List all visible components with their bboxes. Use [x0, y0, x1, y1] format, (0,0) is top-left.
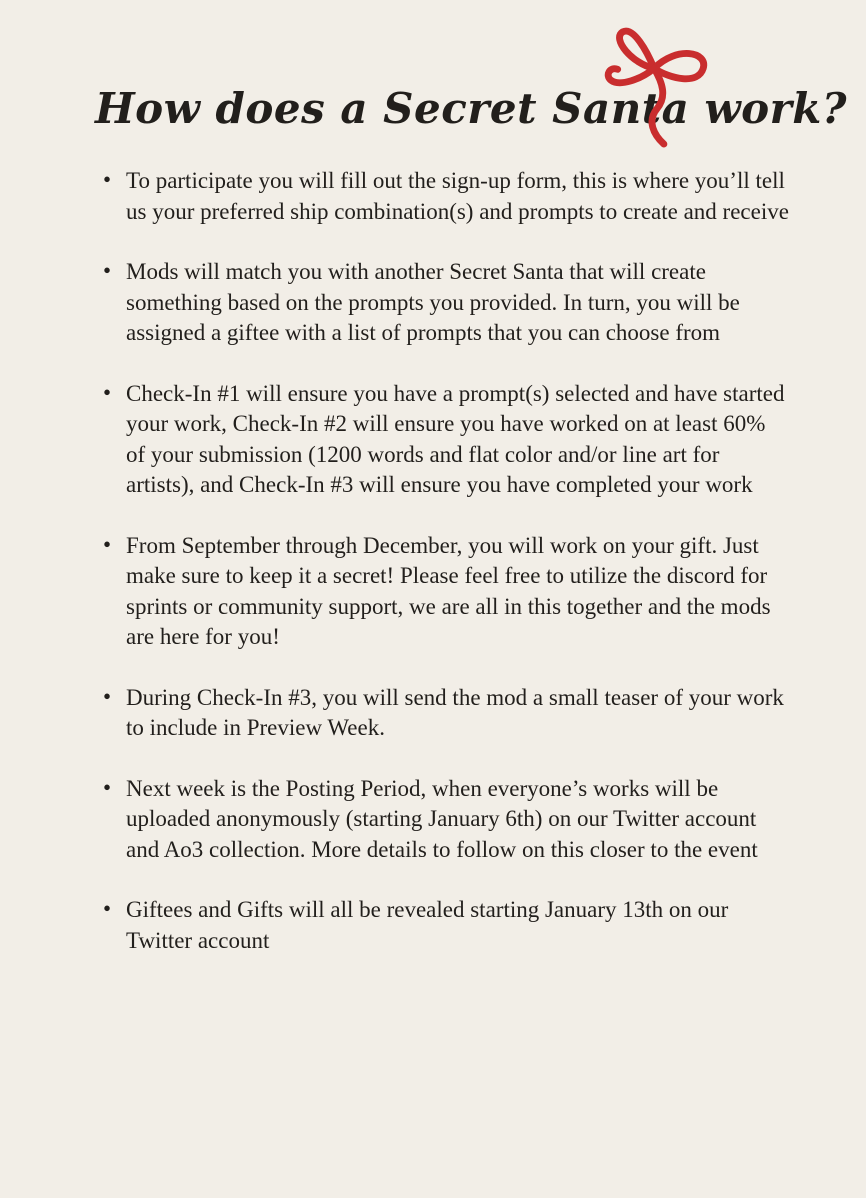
list-item [95, 166, 790, 227]
bullet-icon: • [103, 258, 112, 283]
list-item [95, 895, 790, 956]
list-item-text: Giftees and Gifts will all be revealed starting January 13th on our Twitter account [126, 897, 729, 953]
ribbon-bow-icon [598, 24, 716, 152]
list-item-text: To participate you will fill out the sign-up form, this is where you’ll tell us your preferred ship combination(s) and prompts to create and receive [126, 168, 789, 224]
list-item [95, 257, 790, 349]
list-item-text: Check-In #1 will ensure you have a prompt(s) selected and have started your work, Check-In #2 will ensure you have worked on at least 60% of your submission (1200 words and flat color and/or line art for artists), and Check-In #3 will ensure you have completed your work [126, 380, 785, 497]
list-item-text: During Check-In #3, you will send the mod a small teaser of your work to include in Preview Week. [126, 684, 784, 740]
list-item-text: Mods will match you with another Secret Santa that will create something based on the prompts you provided. In turn, you will be assigned a giftee with a list of prompts that you can choose from [126, 259, 740, 345]
bullet-icon: • [103, 531, 112, 557]
bullet-icon: • [103, 167, 112, 192]
info-list [95, 166, 790, 986]
bullet-icon: • [103, 379, 112, 405]
bullet-icon: • [103, 774, 112, 800]
page-title: How does a Secret Santa work? [95, 84, 848, 133]
list-item-text: From September through December, you will work on your gift. Just make sure to keep it a secret! Please feel free to utilize the discord for sprints or community support, we are all in this together and the mods are here for you! [126, 532, 771, 649]
list-item [95, 774, 790, 866]
bullet-icon: • [103, 896, 112, 921]
list-item [95, 531, 790, 653]
bullet-icon: • [103, 683, 112, 709]
list-item [95, 683, 790, 744]
list-item [95, 379, 790, 501]
list-item-text: Next week is the Posting Period, when everyone’s works will be uploaded anonymously (starting January 6th) on our Twitter account and Ao3 collection. More details to follow on this closer to the event [126, 775, 758, 862]
